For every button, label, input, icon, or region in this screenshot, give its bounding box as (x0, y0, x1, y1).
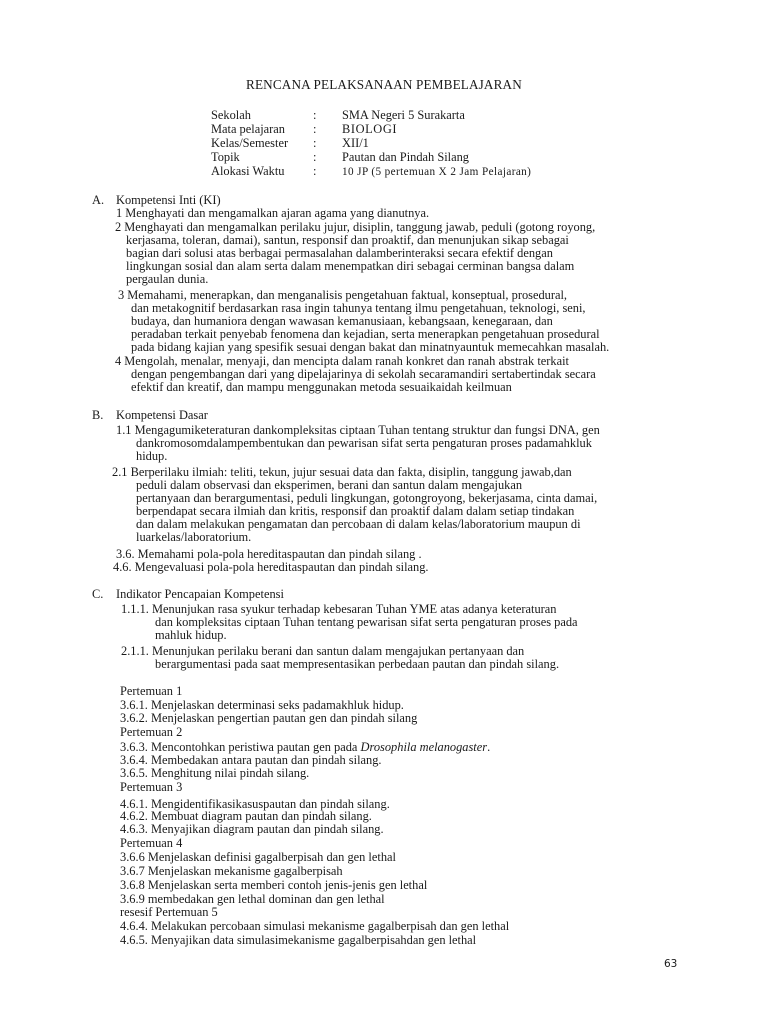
ki-line: 3 Memahami, menerapkan, dan menganalisis pengetahuan faktual, konseptual, prosedural, (118, 288, 568, 302)
kd-line: 1.1 Mengagumiketeraturan dankompleksitas ciptaan Tuhan tentang struktur dan fungsi DNA, gen (116, 423, 600, 437)
meeting-item: 4.6.3. Menyajikan diagram pautan dan pindah silang. (120, 822, 384, 836)
info-label: Alokasi Waktu (211, 164, 285, 178)
info-label: Kelas/Semester (211, 136, 289, 150)
ki-line: bagian dari solusi atas berbagai permasalahan dalamberinteraksi secara efektif dengan (126, 246, 553, 260)
indicator-line: dan kompleksitas ciptaan Tuhan tentang pewarisan sifat serta pengaturan proses pada (155, 615, 578, 629)
info-label: Topik (211, 150, 240, 164)
kd-line: dan dalam melakukan pengamatan dan percobaan di dalam kelas/laboratorium maupun di (136, 517, 581, 531)
section-title: Kompetensi Inti (KI) (116, 193, 221, 207)
info-label: Mata pelajaran (211, 122, 285, 136)
indicator-line: berargumentasi pada saat mempresentasikan perbedaan pautan dan pindah silang. (155, 657, 560, 671)
meeting-item: 4.6.1. Mengidentifikasikasuspautan dan pindah silang. (120, 797, 390, 811)
meeting-item: 4.6.4. Melakukan percobaan simulasi mekanisme gagalberpisah dan gen lethal (120, 919, 510, 933)
info-separator: : (313, 150, 317, 164)
indicator-line: 1.1.1. Menunjukan rasa syukur terhadap kebesaran Tuhan YME atas adanya keteraturan (121, 602, 557, 616)
ki-line: 2 Menghayati dan mengamalkan perilaku jujur, disiplin, tanggung jawab, peduli (gotong royong, (115, 220, 596, 234)
meeting-item: 3.6.9 membedakan gen lethal dominan dan gen lethal (120, 892, 385, 906)
kd-line: dankromosomdalampembentukan dan pewarisan sifat serta pengaturan proses padamahkluk (136, 436, 592, 450)
meeting-item: 3.6.7 Menjelaskan mekanisme gagalberpisah (120, 864, 343, 878)
document-title: RENCANA PELAKSANAAN PEMBELAJARAN (246, 77, 522, 92)
meeting-heading: Pertemuan 1 (120, 684, 183, 698)
kd-line: 4.6. Mengevaluasi pola-pola hereditaspautan dan pindah silang. (113, 560, 429, 574)
kd-line: peduli dalam observasi dan eksperimen, berani dan santun dalam mengajukan (136, 478, 523, 492)
meeting-item: 3.6.2. Menjelaskan pengertian pautan gen dan pindah silang (120, 711, 418, 725)
meeting-item-punct: . (487, 740, 491, 754)
ki-line: dan metakognitif berdasarkan rasa ingin tahunya tentang ilmu pengetahuan, teknologi, seni, (131, 301, 586, 315)
info-value: SMA Negeri 5 Surakarta (342, 108, 465, 122)
kd-line: hidup. (136, 449, 168, 463)
section-title: Kompetensi Dasar (116, 408, 208, 422)
ki-line: pergaulan dunia. (126, 272, 209, 286)
info-value: 10 JP (5 pertemuan X 2 Jam Pelajaran) (342, 166, 532, 178)
info-value: Pautan dan Pindah Silang (342, 150, 469, 164)
meeting-heading: Pertemuan 3 (120, 780, 183, 794)
meeting-item: 3.6.1. Menjelaskan determinasi seks padamakhluk hidup. (120, 698, 404, 712)
kd-line: 2.1 Berperilaku ilmiah: teliti, tekun, jujur sesuai data dan fakta, disiplin, tanggung jawab,dan (112, 465, 572, 479)
ki-line: lingkungan sosial dan alam serta dalam menempatkan diri sebagai cerminan bangsa dalam (126, 259, 575, 273)
kd-line: 3.6. Memahami pola-pola hereditaspautan dan pindah silang . (116, 547, 422, 561)
meeting-item: resesif Pertemuan 5 (120, 905, 218, 919)
species-name: Drosophila melanogaster (360, 740, 488, 754)
section-letter: A. (92, 193, 105, 207)
info-separator: : (313, 136, 317, 150)
meeting-item-text: 3.6.3. Mencontohkan peristiwa pautan gen pada (120, 740, 361, 754)
ki-line: peradaban terkait penyebab fenomena dan kejadian, serta menerapkan pengetahuan prosedural (131, 327, 600, 341)
meeting-heading: Pertemuan 4 (120, 836, 183, 850)
meeting-item: 3.6.4. Membedakan antara pautan dan pindah silang. (120, 753, 382, 767)
ki-line: budaya, dan humaniora dengan wawasan kemanusiaan, kebangsaan, kenegaraan, dan (131, 314, 553, 328)
info-separator: : (313, 164, 317, 178)
indicator-line: 2.1.1. Menunjukan perilaku berani dan santun dalam mengajukan pertanyaan dan (121, 644, 525, 658)
meeting-item: 3.6.6 Menjelaskan definisi gagalberpisah dan gen lethal (120, 850, 396, 864)
info-separator: : (313, 108, 317, 122)
section-title: Indikator Pencapaian Kompetensi (116, 587, 284, 601)
ki-line: efektif dan kreatif, dan mampu menggunakan metoda sesuaikaidah keilmuan (131, 380, 512, 394)
info-value: XII/1 (342, 136, 369, 150)
ki-line: pada bidang kajian yang spesifik sesuai dengan bakat dan minatnyauntuk memecahkan masalah. (131, 340, 610, 354)
ki-line: kerjasama, toleran, damai), santun, responsif dan proaktif, dan menunjukan sikap sebagai (126, 233, 569, 247)
info-separator: : (313, 122, 317, 136)
ki-line: 4 Mengolah, menalar, menyaji, dan mencipta dalam ranah konkret dan ranah abstrak terkait (115, 354, 569, 368)
meeting-heading: Pertemuan 2 (120, 725, 183, 739)
page-number: 63 (664, 958, 678, 970)
meeting-item-drosophila (120, 741, 490, 753)
kd-line: berpendapat secara ilmiah dan kritis, responsif dan proaktif dalam dalam setiap tindakan (136, 504, 575, 518)
indicator-line: mahluk hidup. (155, 628, 227, 642)
meeting-item: 4.6.5. Menyajikan data simulasimekanisme gagalberpisahdan gen lethal (120, 933, 477, 947)
info-value: BIOLOGI (342, 122, 398, 136)
meeting-item: 4.6.2. Membuat diagram pautan dan pindah silang. (120, 809, 372, 823)
meeting-item: 3.6.5. Menghitung nilai pindah silang. (120, 766, 310, 780)
ki-line: 1 Menghayati dan mengamalkan ajaran agama yang dianutnya. (116, 206, 430, 220)
section-letter: B. (92, 408, 104, 422)
ki-line: dengan pengembangan dari yang dipelajarinya di sekolah secaramandiri sertabertindak secara (131, 367, 596, 381)
info-label: Sekolah (211, 108, 251, 122)
meeting-item: 3.6.8 Menjelaskan serta memberi contoh jenis-jenis gen lethal (120, 878, 428, 892)
kd-line: luarkelas/laboratorium. (136, 530, 252, 544)
section-letter: C. (92, 587, 104, 601)
kd-line: pertanyaan dan berargumentasi, peduli lingkungan, gotongroyong, bekerjasama, cinta damai, (136, 491, 598, 505)
